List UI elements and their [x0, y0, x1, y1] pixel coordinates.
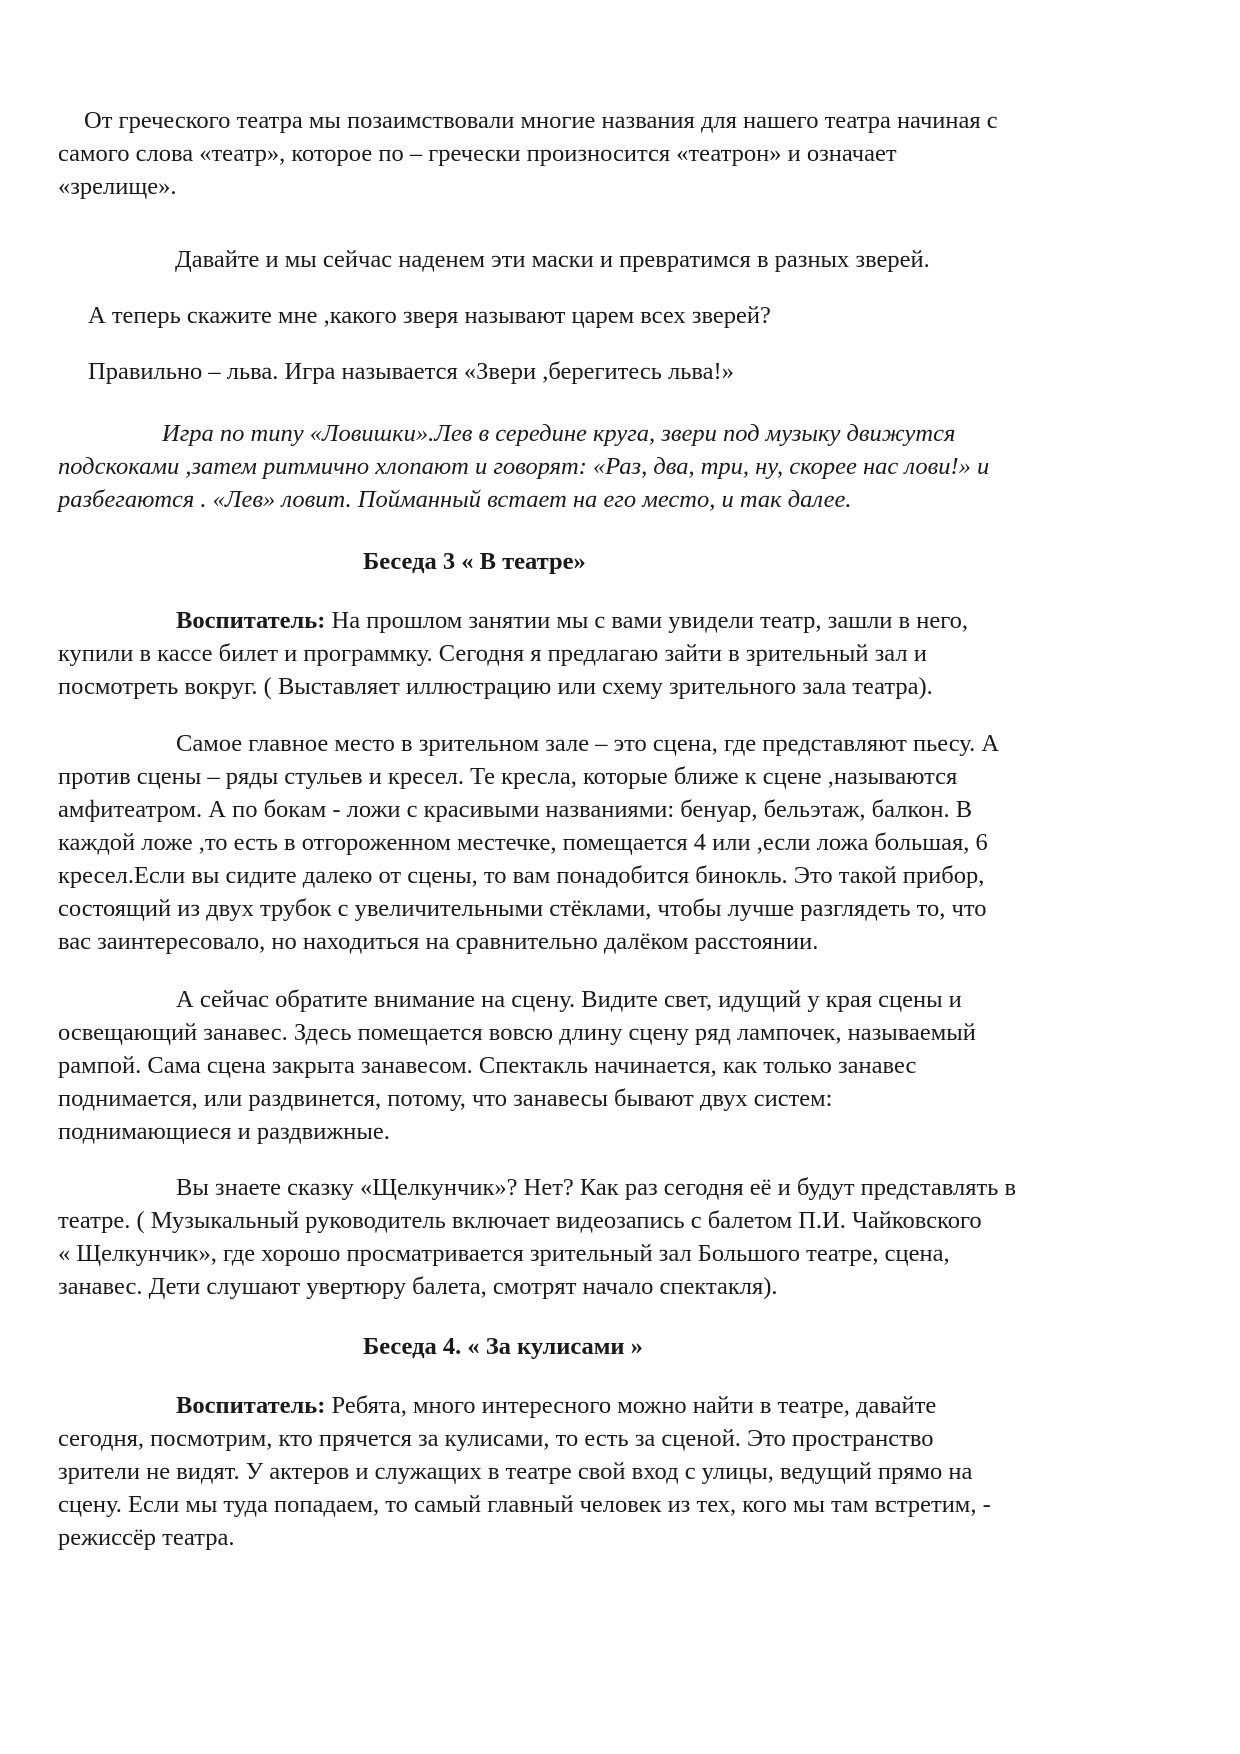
text-fragment: Ребята, много интересного можно найти в театре, давайте: [325, 1392, 937, 1419]
text-line: сцену. Если мы туда попадаем, то самый главный человек из тех, кого мы там встретим, -: [58, 1491, 991, 1518]
text-line: посмотреть вокруг. ( Выставляет иллюстрацию или схему зрительного зала театра).: [58, 673, 933, 700]
text-line: против сцены – ряды стульев и кресел. Те кресла, которые ближе к сцене ,называются: [58, 763, 958, 790]
text-line: «зрелище».: [58, 173, 177, 200]
heading-conversation-4: Беседа 4. « За кулисами »: [363, 1333, 643, 1360]
text-line: кресел.Если вы сидите далеко от сцены, то вам понадобится бинокль. Это такой прибор,: [58, 862, 985, 889]
text-line: подскоками ,затем ритмично хлопают и говорят: «Раз, два, три, ну, скорее нас лови!» и: [58, 453, 990, 480]
paragraph-answer: [58, 355, 1188, 388]
text-line: От греческого театра мы позаимствовали многие названия для нашего театра начиная с: [84, 107, 998, 134]
text-line: купили в кассе билет и программку. Сегодня я предлагаю зайти в зрительный зал и: [58, 640, 927, 667]
text-line: сегодня, посмотрим, кто прячется за кулисами, то есть за сценой. Это пространство: [58, 1425, 934, 1452]
paragraph-masks: [58, 243, 1188, 276]
speaker-label: Воспитатель:: [176, 607, 326, 634]
text-line: вас заинтересовало, но находиться на сравнительно далёком расстоянии.: [58, 928, 819, 955]
text-line: занавес. Дети слушают увертюру балета, смотрят начало спектакля).: [58, 1273, 778, 1300]
text-line: Давайте и мы сейчас наденем эти маски и превратимся в разных зверей.: [175, 246, 930, 273]
paragraph-nutcracker: [58, 1171, 1188, 1303]
text-line: самого слова «театр», которое по – гречески произносится «театрон» и означает: [58, 140, 897, 167]
paragraph-auditorium-intro: [58, 604, 1188, 703]
paragraph-game-description: [58, 417, 1188, 516]
text-line: А теперь скажите мне ,какого зверя называют царем всех зверей?: [88, 302, 771, 329]
paragraph-question: [58, 299, 1188, 332]
paragraph-backstage: [58, 1389, 1188, 1554]
text-line: Правильно – льва. Игра называется «Звери ,берегитесь льва!»: [88, 358, 734, 385]
text-line: [58, 604, 1188, 637]
text-line: разбегаются . «Лев» ловит. Пойманный встает на его место, и так далее.: [58, 486, 852, 513]
text-line: Самое главное место в зрительном зале – это сцена, где представляют пьесу. А: [176, 730, 1000, 757]
text-line: состоящий из двух трубок с увеличительными стёклами, чтобы лучше разглядеть то, что: [58, 895, 987, 922]
speaker-label: Воспитатель:: [176, 1392, 326, 1419]
text-line: каждой ложе ,то есть в отгороженном местечке, помещается 4 или ,если ложа большая, 6: [58, 829, 988, 856]
paragraph-greek-theatre: [58, 104, 1188, 203]
text-line: поднимающиеся и раздвижные.: [58, 1118, 390, 1145]
text-line: освещающий занавес. Здесь помещается вовсю длину сцену ряд лампочек, называемый: [58, 1019, 976, 1046]
text-line: Игра по типу «Ловишки».Лев в середине круга, звери под музыку движутся: [162, 420, 956, 447]
text-line: амфитеатром. А по бокам - ложи с красивыми названиями: бенуар, бельэтаж, балкон. В: [58, 796, 973, 823]
paragraph-stage-seating: [58, 727, 1188, 958]
text-line: зрители не видят. У актеров и служащих в театре свой вход с улицы, ведущий прямо на: [58, 1458, 973, 1485]
text-line: А сейчас обратите внимание на сцену. Видите свет, идущий у края сцены и: [176, 986, 962, 1013]
text-line: театре. ( Музыкальный руководитель включает видеозапись с балетом П.И. Чайковского: [58, 1207, 982, 1234]
heading-conversation-3: Беседа 3 « В театре»: [363, 548, 586, 575]
text-line: режиссёр театра.: [58, 1524, 235, 1551]
text-line: Вы знаете сказку «Щелкунчик»? Нет? Как раз сегодня её и будут представлять в: [176, 1174, 1017, 1201]
paragraph-curtain: [58, 983, 1188, 1148]
text-fragment: На прошлом занятии мы с вами увидели театр, зашли в него,: [325, 607, 969, 634]
text-line: рампой. Сама сцена закрыта занавесом. Спектакль начинается, как только занавес: [58, 1052, 917, 1079]
text-line: « Щелкунчик», где хорошо просматривается зрительный зал Большого театре, сцена,: [58, 1240, 950, 1267]
text-line: поднимается, или раздвинется, потому, что занавесы бывают двух систем:: [58, 1085, 833, 1112]
text-line: [58, 1389, 1188, 1422]
